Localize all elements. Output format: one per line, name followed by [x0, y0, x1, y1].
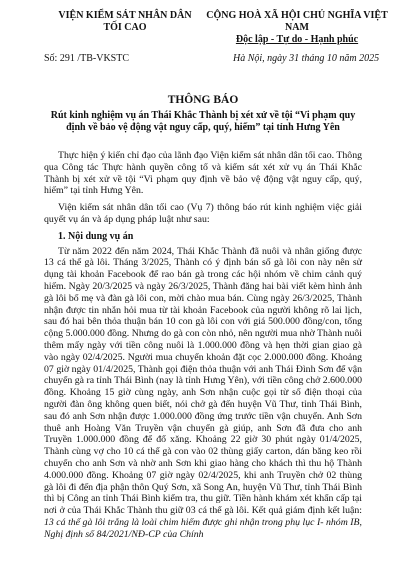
- document-date: Hà Nội, ngày 31 tháng 10 năm 2025: [233, 53, 380, 64]
- case-content-paragraph: [44, 246, 362, 541]
- case-content-text: Từ năm 2022 đến năm 2024, Thái Khắc Thành đã nuôi và nhân giống được 13 cá thể gà lôi. Tháng 3/2025, Thành có ý định bán số gà lôi con này nên sử dụng tài khoản Facebook để rao bán gà trong các hội nhóm về chim cảnh quý hiếm. Ngày 20/3/2025 và ngày 26/3/2025, Thành đăng hai bài viết kèm hình ảnh gà lôi bố mẹ và đàn gà lôi con, mời chào mua bán. Cùng ngày 26/3/2025, Thành nhận được tin nhắn hỏi mua từ tài khoản Facebook của người không rõ lai lịch, sau đó hai bên thỏa thuận bán 10 con gà lôi con với giá 500.000 đồng/con, tổng cộng 5.000.000 đồng. Nhưng do gà con còn nhỏ, nên người mua nhờ Thành nuôi thêm mấy ngày với tiền công nuôi là 1.000.000 đồng và hẹn thời gian giao gà vào ngày 02/4/2025. Người mua chuyển khoản đặt cọc 2.000.000 đồng. Khoảng 07 giờ ngày 01/4/2025, Thành gọi điện thỏa thuận với anh Thái Đình Sơn để vận chuyển gà ra tỉnh Thái Bình (nay là tỉnh Hưng Yên), với tiền công chở 2.600.000 đồng. Khoảng 15 giờ cùng ngày, anh Sơn nhận cuộc gọi từ số điện thoại của người đàn ông không quen biết, nói chở gà đến huyện Vũ Thư, tỉnh Thái Bình, sau đó anh Sơn nhận được 1.000.000 đồng ứng trước tiền vận chuyển. Anh Sơn thuê anh Hoàng Văn Truyền vận chuyển gà giúp, anh Sơn đã đưa cho anh Truyền 1.000.000 đồng để đổ xăng. Khoảng 22 giờ 30 phút ngày 01/4/2025, Thành cùng vợ cho 10 cá thể gà con vào 02 thùng giấy carton, dán băng keo rồi chuyển cho anh Sơn và nhờ anh Sơn khi giao hàng cho khách thì thu hộ Thành 4.000.000 đồng. Khoảng 07 giờ ngày 02/4/2025, khi anh Truyền chở 02 thùng gà lôi đi đến địa phận thôn Quý Sơn, xã Song An, huyện Vũ Thư, tỉnh Thái Bình thì bị Công an tỉnh Thái Bình kiểm tra, thu giữ. Tiền hành khám xét khẩn cấp tại nơi ở của Thái Khắc Thành thu giữ 03 cá thể gà lôi. Kết quả giám định kết luận:: [44, 245, 362, 517]
- document-subtitle: Rút kinh nghiệm vụ án Thái Khắc Thành bị xét xử về tội “Vi phạm quy định về bảo vệ động vật nguy cấp, quý, hiếm” tại tỉnh Hưng Yên: [50, 110, 356, 133]
- document-number: Số: 291 /TB-VKSTC: [44, 53, 130, 64]
- national-heading: [202, 10, 392, 46]
- section-heading: 1. Nội dung vụ án: [58, 230, 134, 242]
- case-content-italic: 13 cá thể gà lôi trắng là loài chim hiếm được ghi nhận trong phụ lục I- nhóm IB, Nghị định số 84/2021/NĐ-CP của Chính: [44, 516, 362, 540]
- nation-name: CỘNG HOÀ XÃ HỘI CHỦ NGHĨA VIỆT NAM: [206, 10, 388, 33]
- national-motto: Độc lập - Tự do - Hạnh phúc: [235, 34, 359, 45]
- document-title: THÔNG BÁO: [167, 94, 239, 106]
- announcement-paragraph: Viện kiểm sát nhân dân tối cao (Vụ 7) thông báo rút kinh nghiệm việc giải quyết vụ án và áp dụng pháp luật như sau:: [44, 202, 362, 225]
- intro-paragraph: Thực hiện ý kiến chỉ đạo của lãnh đạo Viện kiểm sát nhân dân tối cao. Thông qua Công tác Thực hành quyền công tố và kiểm sát xét xử vụ án Thái Khắc Thành bị xét xử về tội “Vi phạm quy định về bảo vệ động vật nguy cấp, quý, hiếm” tại tỉnh Hưng Yên.: [44, 150, 362, 197]
- agency-line-2: TỐI CAO: [103, 22, 147, 33]
- document-body: [44, 150, 362, 546]
- issuing-agency: [40, 10, 210, 34]
- agency-line-1: VIỆN KIỂM SÁT NHÂN DÂN: [58, 10, 192, 21]
